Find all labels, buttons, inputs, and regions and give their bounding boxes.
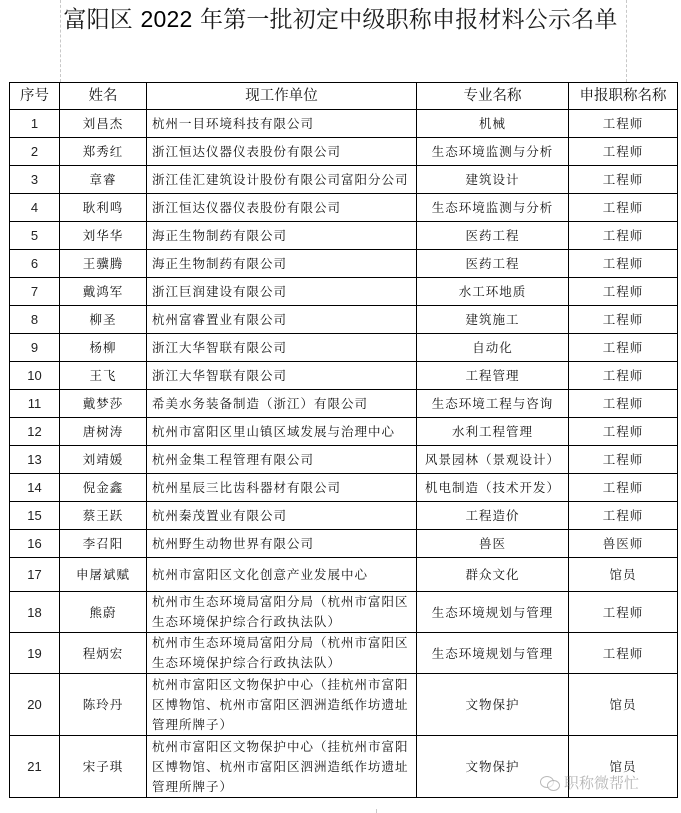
row-title: 工程师	[569, 166, 678, 194]
table-header-row	[10, 83, 678, 110]
row-title: 工程师	[569, 362, 678, 390]
row-title: 工程师	[569, 390, 678, 418]
row-title: 工程师	[569, 502, 678, 530]
row-major: 自动化	[417, 334, 569, 362]
table-row	[10, 362, 678, 390]
title-prefix: 富阳区	[63, 7, 141, 33]
row-major: 工程造价	[417, 502, 569, 530]
table-row	[10, 222, 678, 250]
row-major: 工程管理	[417, 362, 569, 390]
document-title	[0, 2, 681, 37]
row-title: 工程师	[569, 278, 678, 306]
row-name: 申屠斌赋	[60, 558, 147, 592]
row-name: 戴梦莎	[60, 390, 147, 418]
row-no: 19	[10, 633, 60, 674]
row-name: 蔡王跃	[60, 502, 147, 530]
row-name: 陈玲丹	[60, 674, 147, 736]
table-row	[10, 166, 678, 194]
watermark-text: 职称微帮忙	[564, 774, 640, 792]
row-name: 杨柳	[60, 334, 147, 362]
row-unit: 杭州星辰三比齿科器材有限公司	[147, 474, 417, 502]
row-title: 工程师	[569, 474, 678, 502]
row-no: 3	[10, 166, 60, 194]
row-major: 文物保护	[417, 736, 569, 798]
row-no: 6	[10, 250, 60, 278]
row-major: 生态环境监测与分析	[417, 194, 569, 222]
watermark	[540, 772, 639, 793]
row-title: 工程师	[569, 592, 678, 633]
row-title: 馆员	[569, 674, 678, 736]
row-unit: 浙江恒达仪器仪表股份有限公司	[147, 194, 417, 222]
row-no: 8	[10, 306, 60, 334]
row-title: 工程师	[569, 138, 678, 166]
title-suffix: 年第一批初定中级职称申报材料公示名单	[192, 7, 618, 33]
row-no: 17	[10, 558, 60, 592]
row-major: 建筑设计	[417, 166, 569, 194]
row-unit: 浙江佳汇建筑设计股份有限公司富阳分公司	[147, 166, 417, 194]
row-no: 7	[10, 278, 60, 306]
header-name: 姓名	[60, 83, 147, 110]
table-row	[10, 558, 678, 592]
row-major: 生态环境规划与管理	[417, 592, 569, 633]
row-no: 2	[10, 138, 60, 166]
row-no: 10	[10, 362, 60, 390]
row-name: 戴鸿军	[60, 278, 147, 306]
table-row	[10, 530, 678, 558]
row-name: 刘华华	[60, 222, 147, 250]
table-row	[10, 138, 678, 166]
row-name: 熊蔚	[60, 592, 147, 633]
row-unit: 杭州市富阳区文化创意产业发展中心	[147, 558, 417, 592]
row-name: 程炳宏	[60, 633, 147, 674]
row-major: 机械	[417, 110, 569, 138]
row-name: 王飞	[60, 362, 147, 390]
row-name: 耿利鸣	[60, 194, 147, 222]
table-row	[10, 633, 678, 674]
row-unit: 杭州市生态环境局富阳分局（杭州市富阳区生态环境保护综合行政执法队）	[147, 592, 417, 633]
row-title: 工程师	[569, 306, 678, 334]
row-unit: 杭州市富阳区里山镇区域发展与治理中心	[147, 418, 417, 446]
wechat-icon	[540, 775, 560, 791]
row-title: 工程师	[569, 110, 678, 138]
row-title: 馆员	[569, 558, 678, 592]
row-unit: 浙江巨润建设有限公司	[147, 278, 417, 306]
row-name: 柳圣	[60, 306, 147, 334]
row-title: 兽医师	[569, 530, 678, 558]
row-unit: 浙江大华智联有限公司	[147, 334, 417, 362]
row-name: 李召阳	[60, 530, 147, 558]
row-major: 生态环境规划与管理	[417, 633, 569, 674]
row-no: 21	[10, 736, 60, 798]
row-no: 16	[10, 530, 60, 558]
row-name: 章睿	[60, 166, 147, 194]
row-name: 王骥腾	[60, 250, 147, 278]
row-no: 1	[10, 110, 60, 138]
header-unit: 现工作单位	[147, 83, 417, 110]
row-unit: 杭州野生动物世界有限公司	[147, 530, 417, 558]
row-unit: 杭州市富阳区文物保护中心（挂杭州市富阳区博物馆、杭州市富阳区泗洲造纸作坊遗址管理所牌子）	[147, 674, 417, 736]
row-no: 13	[10, 446, 60, 474]
header-no: 序号	[10, 83, 60, 110]
row-major: 建筑施工	[417, 306, 569, 334]
row-major: 机电制造（技术开发）	[417, 474, 569, 502]
row-title: 工程师	[569, 250, 678, 278]
row-no: 9	[10, 334, 60, 362]
row-major: 群众文化	[417, 558, 569, 592]
row-title: 工程师	[569, 334, 678, 362]
table-row	[10, 474, 678, 502]
page-margin-guide-bottom	[376, 809, 377, 813]
table-row	[10, 194, 678, 222]
row-no: 15	[10, 502, 60, 530]
table-row	[10, 418, 678, 446]
table-row	[10, 592, 678, 633]
row-title: 工程师	[569, 446, 678, 474]
row-title: 工程师	[569, 222, 678, 250]
row-unit: 海正生物制药有限公司	[147, 222, 417, 250]
row-major: 兽医	[417, 530, 569, 558]
row-no: 20	[10, 674, 60, 736]
row-unit: 杭州市生态环境局富阳分局（杭州市富阳区生态环境保护综合行政执法队）	[147, 633, 417, 674]
row-name: 唐树涛	[60, 418, 147, 446]
table-row	[10, 502, 678, 530]
table-row	[10, 390, 678, 418]
table-row	[10, 674, 678, 736]
row-unit: 浙江大华智联有限公司	[147, 362, 417, 390]
row-no: 18	[10, 592, 60, 633]
row-no: 12	[10, 418, 60, 446]
row-unit: 杭州市富阳区文物保护中心（挂杭州市富阳区博物馆、杭州市富阳区泗洲造纸作坊遗址管理所牌子）	[147, 736, 417, 798]
row-major: 医药工程	[417, 250, 569, 278]
row-no: 14	[10, 474, 60, 502]
header-title: 申报职称名称	[569, 83, 678, 110]
row-unit: 杭州富睿置业有限公司	[147, 306, 417, 334]
row-major: 文物保护	[417, 674, 569, 736]
row-no: 5	[10, 222, 60, 250]
row-title: 工程师	[569, 633, 678, 674]
row-unit: 杭州秦茂置业有限公司	[147, 502, 417, 530]
row-major: 生态环境工程与咨询	[417, 390, 569, 418]
table-row	[10, 306, 678, 334]
row-title: 工程师	[569, 194, 678, 222]
header-major: 专业名称	[417, 83, 569, 110]
row-name: 郑秀红	[60, 138, 147, 166]
row-no: 11	[10, 390, 60, 418]
row-major: 医药工程	[417, 222, 569, 250]
table-row	[10, 250, 678, 278]
row-major: 风景园林（景观设计）	[417, 446, 569, 474]
table-row	[10, 446, 678, 474]
row-unit: 杭州一目环境科技有限公司	[147, 110, 417, 138]
row-name: 宋子琪	[60, 736, 147, 798]
row-unit: 海正生物制药有限公司	[147, 250, 417, 278]
title-year: 2022	[140, 6, 193, 32]
row-title: 馆员	[569, 736, 678, 798]
row-no: 4	[10, 194, 60, 222]
row-unit: 杭州金集工程管理有限公司	[147, 446, 417, 474]
row-unit: 希美水务装备制造（浙江）有限公司	[147, 390, 417, 418]
table-row	[10, 110, 678, 138]
row-name: 刘靖媛	[60, 446, 147, 474]
row-major: 水工环地质	[417, 278, 569, 306]
row-title: 工程师	[569, 418, 678, 446]
row-name: 刘昌杰	[60, 110, 147, 138]
row-name: 倪金鑫	[60, 474, 147, 502]
table-row	[10, 278, 678, 306]
row-major: 生态环境监测与分析	[417, 138, 569, 166]
row-unit: 浙江恒达仪器仪表股份有限公司	[147, 138, 417, 166]
table-row	[10, 334, 678, 362]
applicant-table	[9, 82, 678, 798]
row-major: 水利工程管理	[417, 418, 569, 446]
